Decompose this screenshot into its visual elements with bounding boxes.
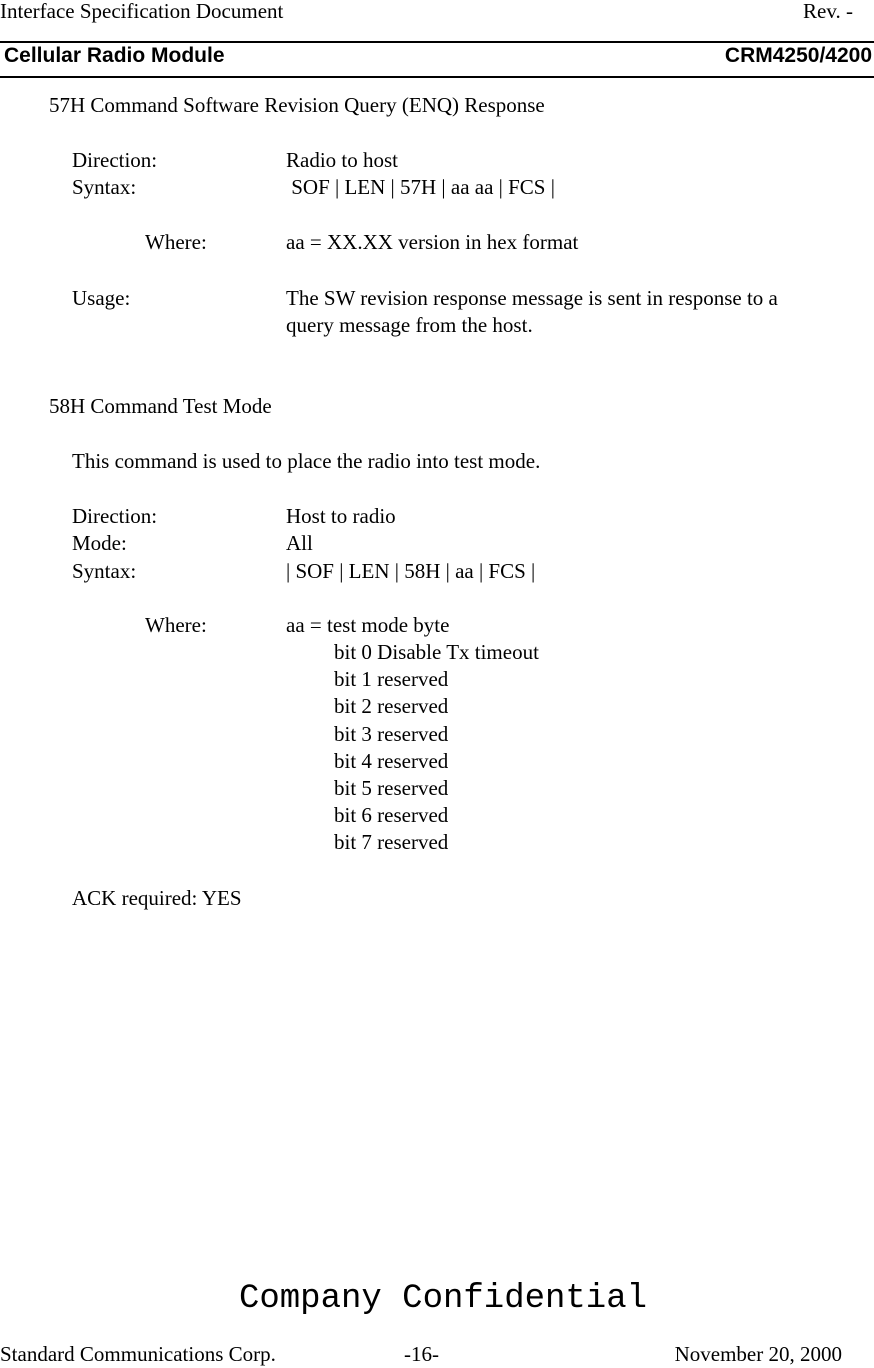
- module-name: Cellular Radio Module: [4, 44, 225, 67]
- bit-item: bit 7 reserved: [334, 830, 449, 855]
- bit-list: [334, 639, 539, 857]
- section-57h-heading: 57H Command Software Revision Query (ENQ) Response: [49, 93, 545, 117]
- bit-item: bit 1 reserved: [334, 667, 449, 692]
- section-58h-heading: 58H Command Test Mode: [49, 394, 272, 418]
- syntax-value: | SOF | LEN | 58H | aa | FCS |: [286, 559, 536, 583]
- bit-item: bit 6 reserved: [334, 803, 449, 828]
- mode-value: All: [286, 531, 313, 555]
- bit-item: bit 5 reserved: [334, 776, 449, 801]
- where-label: Where:: [145, 613, 207, 637]
- syntax-value: SOF | LEN | 57H | aa aa | FCS |: [286, 175, 555, 199]
- where-value: aa = XX.XX version in hex format: [286, 230, 579, 254]
- model-number: CRM4250/4200: [724, 44, 872, 67]
- mode-label: Mode:: [72, 531, 127, 555]
- ack-required: ACK required: YES: [72, 886, 242, 910]
- bit-item: bit 0 Disable Tx timeout: [334, 640, 539, 664]
- syntax-label: Syntax:: [72, 175, 137, 199]
- bit-item: bit 3 reserved: [334, 721, 449, 746]
- usage-text-line-2: query message from the host.: [286, 313, 533, 337]
- header-rule-bottom: [0, 76, 874, 78]
- syntax-label: Syntax:: [72, 559, 137, 583]
- direction-label: Direction:: [72, 504, 158, 528]
- where-value: aa = test mode byte: [286, 613, 450, 637]
- header-rule-top: [0, 41, 874, 43]
- page-number: -16-: [404, 1342, 439, 1366]
- confidential-notice: Company Confidential: [238, 1280, 648, 1318]
- direction-value: Radio to host: [286, 148, 399, 172]
- footer-company: Standard Communications Corp.: [0, 1342, 276, 1366]
- doc-title: Interface Specification Document: [0, 0, 284, 23]
- revision: Rev. -: [803, 0, 853, 23]
- where-label: Where:: [145, 230, 207, 254]
- direction-value: Host to radio: [286, 504, 396, 528]
- section-58h-description: This command is used to place the radio into test mode.: [72, 449, 541, 473]
- usage-label: Usage:: [72, 286, 131, 310]
- usage-text-line-1: The SW revision response message is sent in response to a: [286, 286, 778, 310]
- footer-date: November 20, 2000: [674, 1342, 842, 1366]
- bit-item: bit 2 reserved: [334, 694, 449, 719]
- direction-label: Direction:: [72, 148, 158, 172]
- bit-item: bit 4 reserved: [334, 748, 449, 773]
